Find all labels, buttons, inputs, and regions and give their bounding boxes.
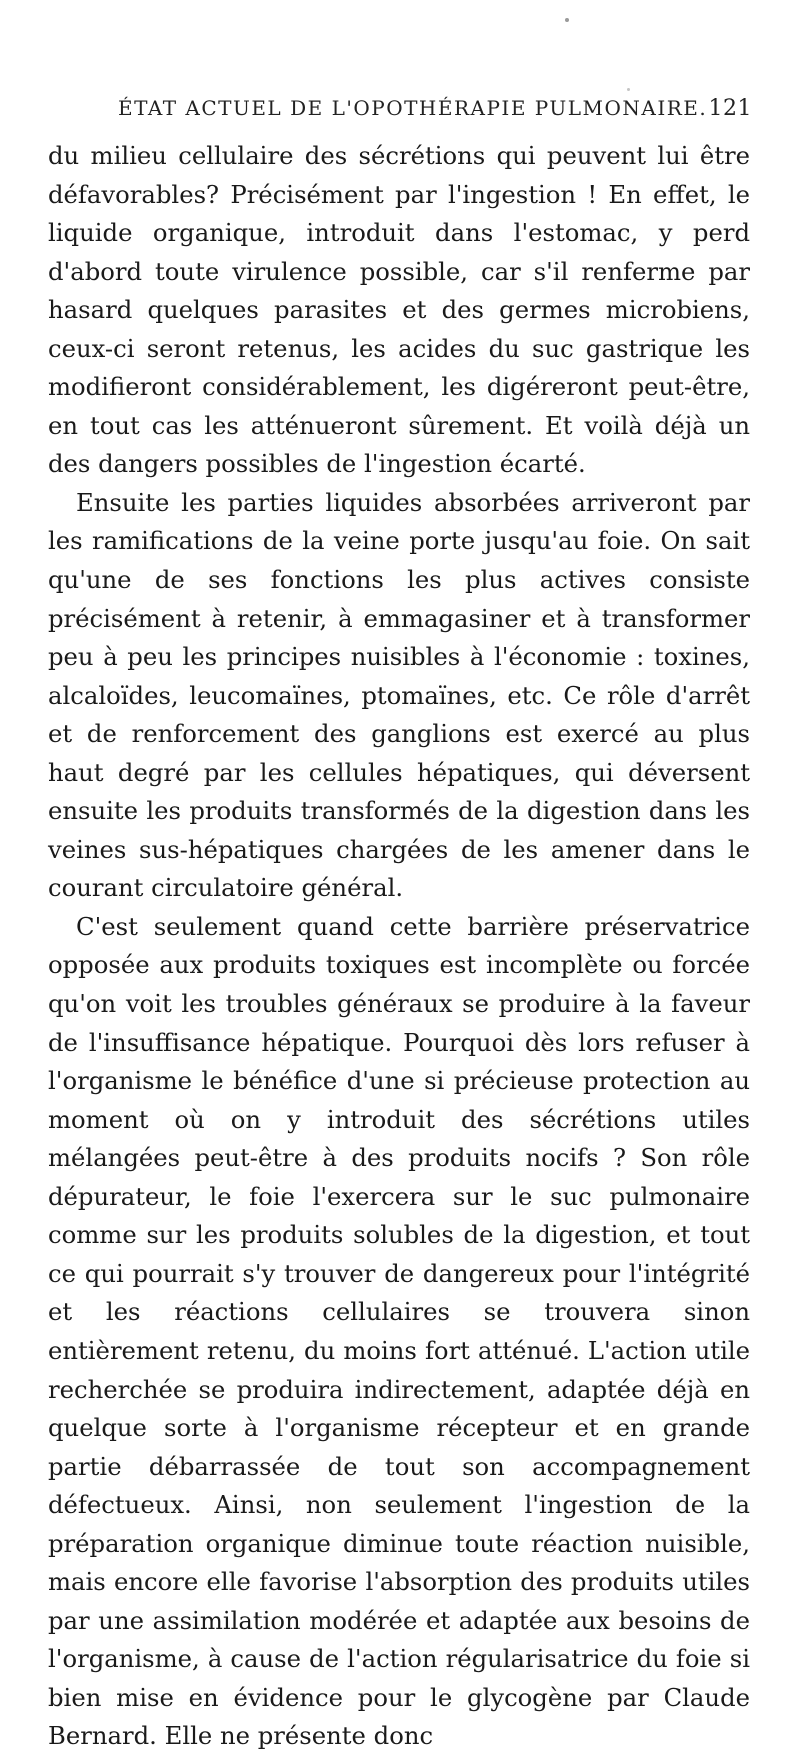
paragraph: Ensuite les parties liquides absorbées arriveront par les ramifications de la veine porte jusqu'au foie. On sait qu'une de ses fonctions les plus actives consiste précisément à retenir, à emmagasiner et à transformer peu à peu les principes nuisibles à l'économie : toxines, alcaloïdes, leucomaïnes, ptomaïnes, etc. Ce rôle d'arrêt et de renforcement des ganglions est exercé au plus haut degré par les cellules hépatiques, qui déversent ensuite les produits transformés de la digestion dans les veines sus-hépatiques chargées de les amener dans le courant circulatoire général. [48,487,750,903]
running-head [118,96,752,121]
body-text [48,137,750,1756]
paragraph-continued: du milieu cellulaire des sécrétions qui peuvent lui être défavorables? Précisément par l'ingestion ! En effet, le liquide organique, introduit dans l'estomac, y perd d'abord toute virulence possible, car s'il renferme par hasard quelques parasites et des germes microbiens, ceux-ci seront retenus, les acides du suc gastrique les modifieront considérablement, les digéreront peut-être, en tout cas les atténueront sûrement. Et voilà déjà un des dangers possibles de l'ingestion écarté. [48,141,750,479]
paragraph: C'est seulement quand cette barrière préservatrice opposée aux produits toxiques est incomplète ou forcée qu'on voit les troubles généraux se produire à la faveur de l'insuffisance hépatique. Pourquoi dès lors refuser à l'organisme le bénéfice d'une si précieuse protection au moment où on y introduit des sécrétions utiles mélangées peut-être à des produits nocifs ? Son rôle dépurateur, le foie l'exercera sur le suc pulmonaire comme sur les produits solubles de la digestion, et tout ce qui pourrait s'y trouver de dangereux pour l'intégrité et les réactions cellulaires se trouvera sinon entièrement retenu, du moins fort atténué. L'action utile recherchée se produira indirectement, adaptée déjà en quelque sorte à l'organisme récepteur et en grande partie débarrassée de tout son accompagnement défectueux. Ainsi, non seulement l'ingestion de la préparation organique diminue toute réaction nuisible, mais encore elle favorise l'absorption des produits utiles par une assimilation modérée et adaptée aux besoins de l'organisme, à cause de l'action régularisatrice du foie si bien mise en évidence pour le glycogène par Claude Bernard. Elle ne présente donc [48,911,750,1751]
running-title: ÉTAT ACTUEL DE L'OPOTHÉRAPIE PULMONAIRE. [118,96,708,120]
page-number: 121 [708,96,752,121]
stray-ink-mark [627,88,630,91]
stray-ink-mark [565,18,569,22]
